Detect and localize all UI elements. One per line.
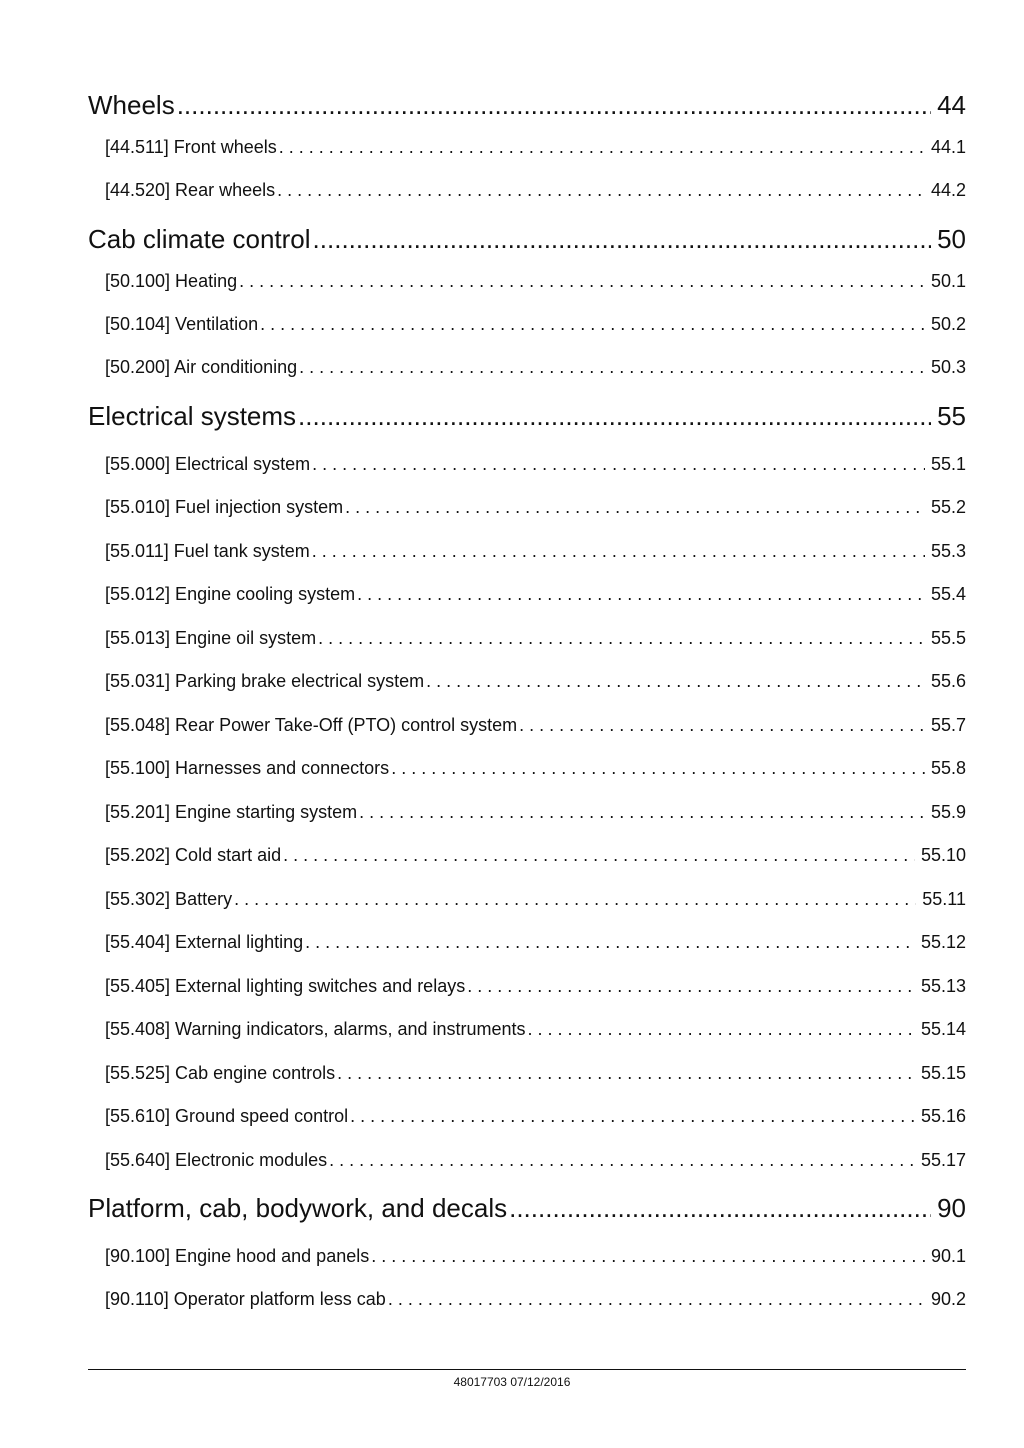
- dot-leader: [426, 671, 925, 692]
- dot-leader: [305, 932, 915, 953]
- toc-entry-title: [55.610] Ground speed control: [105, 1106, 349, 1126]
- dot-leader: [312, 454, 925, 475]
- toc-entry-title: [55.525] Cab engine controls: [105, 1063, 336, 1083]
- toc-entry-title: [90.110] Operator platform less cab: [105, 1289, 386, 1309]
- toc-entry[interactable]: [88, 137, 966, 158]
- toc-entry[interactable]: [88, 932, 966, 953]
- toc-entry[interactable]: [88, 802, 966, 823]
- toc-entry[interactable]: [88, 1063, 966, 1084]
- dot-leader: [519, 715, 925, 736]
- toc-page-number: 44.2: [930, 180, 966, 200]
- dot-leader: [329, 1150, 915, 1171]
- dot-leader: [359, 802, 925, 823]
- dot-leader: [239, 271, 925, 292]
- toc-page-number: 55.12: [920, 932, 966, 952]
- toc-entry-title: [55.640] Electronic modules: [105, 1150, 328, 1170]
- toc-page-number: 90.1: [930, 1246, 966, 1266]
- toc-page-number: 44: [937, 90, 966, 120]
- dot-leader: [277, 180, 925, 201]
- toc-entry-title: [55.010] Fuel injection system: [105, 497, 344, 517]
- toc-entry[interactable]: [88, 541, 966, 562]
- toc-entry[interactable]: [88, 454, 966, 475]
- toc-entry-title: [55.048] Rear Power Take-Off (PTO) control system: [105, 715, 518, 735]
- toc-entry-title: [55.013] Engine oil system: [105, 628, 317, 648]
- toc-entry-title: [55.012] Engine cooling system: [105, 584, 356, 604]
- toc-page-number: 90: [937, 1193, 966, 1223]
- toc-page-number: 55.15: [920, 1063, 966, 1083]
- toc-entry[interactable]: [88, 497, 966, 518]
- toc-entry[interactable]: [88, 180, 966, 201]
- toc-page-number: 55.10: [920, 845, 966, 865]
- dot-leader: [391, 758, 925, 779]
- dot-leader: [234, 889, 916, 910]
- dot-leader: [467, 976, 915, 997]
- dot-leader: [509, 1193, 931, 1224]
- dot-leader: [388, 1289, 925, 1310]
- toc-section[interactable]: [88, 224, 966, 255]
- toc-entry-title: [90.100] Engine hood and panels: [105, 1246, 370, 1266]
- toc-section-title: Cab climate control: [88, 224, 311, 254]
- toc-entry[interactable]: [88, 1106, 966, 1127]
- toc-entry[interactable]: [88, 314, 966, 335]
- dot-leader: [345, 497, 925, 518]
- toc-page-number: 55.16: [920, 1106, 966, 1126]
- toc-page-number: 55.11: [922, 889, 966, 909]
- toc-entry[interactable]: [88, 889, 966, 910]
- toc-section-title: Platform, cab, bodywork, and decals: [88, 1193, 508, 1223]
- toc-page-number: 50.2: [930, 314, 966, 334]
- toc-page-number: 55.2: [930, 497, 966, 517]
- toc-page-number: 55.13: [920, 976, 966, 996]
- toc-section[interactable]: [88, 401, 966, 432]
- toc-entry[interactable]: [88, 271, 966, 292]
- toc-entry-title: [55.011] Fuel tank system: [105, 541, 310, 561]
- toc-page-number: 55.8: [930, 758, 966, 778]
- toc-page-number: 90.2: [930, 1289, 966, 1309]
- toc-entry[interactable]: [88, 1150, 966, 1171]
- toc-entry[interactable]: [88, 1019, 966, 1040]
- dot-leader: [318, 628, 925, 649]
- toc-entry-title: [55.202] Cold start aid: [105, 845, 282, 865]
- toc-entry-title: [55.404] External lighting: [105, 932, 304, 952]
- toc-entry[interactable]: [88, 1289, 966, 1310]
- toc-entry[interactable]: [88, 1246, 966, 1267]
- dot-leader: [298, 401, 931, 432]
- footer-divider: [88, 1369, 966, 1370]
- toc-page-number: 55.5: [930, 628, 966, 648]
- toc-entry-title: [55.000] Electrical system: [105, 454, 311, 474]
- toc-entry-title: [55.408] Warning indicators, alarms, and instruments: [105, 1019, 526, 1039]
- toc-entry-title: [55.031] Parking brake electrical system: [105, 671, 425, 691]
- toc-entry-title: [50.100] Heating: [105, 271, 238, 291]
- footer-document-id: 48017703 07/12/2016: [453, 1375, 571, 1389]
- toc-page-number: 55.1: [930, 454, 966, 474]
- toc-entry[interactable]: [88, 357, 966, 378]
- toc-entry-title: [50.200] Air conditioning: [105, 357, 298, 377]
- dot-leader: [357, 584, 925, 605]
- toc-entry[interactable]: [88, 715, 966, 736]
- dot-leader: [279, 137, 925, 158]
- dot-leader: [283, 845, 915, 866]
- toc-entry[interactable]: [88, 845, 966, 866]
- dot-leader: [528, 1019, 915, 1040]
- dot-leader: [371, 1246, 925, 1267]
- dot-leader: [312, 541, 925, 562]
- toc-page-number: 55.14: [920, 1019, 966, 1039]
- toc-entry[interactable]: [88, 584, 966, 605]
- toc-page-number: 55.7: [930, 715, 966, 735]
- toc-page-number: 44.1: [930, 137, 966, 157]
- dot-leader: [350, 1106, 915, 1127]
- toc-section-title: Wheels: [88, 90, 175, 120]
- toc-entry-title: [44.520] Rear wheels: [105, 180, 276, 200]
- dot-leader: [337, 1063, 915, 1084]
- toc-entry-title: [44.511] Front wheels: [105, 137, 277, 157]
- dot-leader: [299, 357, 925, 378]
- toc-entry-title: [55.405] External lighting switches and relays: [105, 976, 466, 996]
- toc-page-number: 55.3: [930, 541, 966, 561]
- toc-page-number: 50.3: [930, 357, 966, 377]
- toc-entry[interactable]: [88, 671, 966, 692]
- toc-page-number: 55.6: [930, 671, 966, 691]
- toc-section[interactable]: [88, 1193, 966, 1224]
- toc-entry-title: [55.100] Harnesses and connectors: [105, 758, 390, 778]
- toc-section-title: Electrical systems: [88, 401, 297, 431]
- toc-page-number: 55.17: [920, 1150, 966, 1170]
- toc-entry-title: [50.104] Ventilation: [105, 314, 259, 334]
- toc-entry[interactable]: [88, 976, 966, 997]
- toc-page-number: 55.9: [930, 802, 966, 822]
- dot-leader: [260, 314, 925, 335]
- toc-section[interactable]: [88, 90, 966, 121]
- toc-entry[interactable]: [88, 758, 966, 779]
- toc-page-number: 50: [937, 224, 966, 254]
- dot-leader: [177, 90, 931, 121]
- toc-entry-title: [55.302] Battery: [105, 889, 233, 909]
- toc-page-number: 50.1: [930, 271, 966, 291]
- toc-page-number: 55.4: [930, 584, 966, 604]
- toc-page-number: 55: [937, 401, 966, 431]
- toc-entry-title: [55.201] Engine starting system: [105, 802, 358, 822]
- dot-leader: [313, 224, 932, 255]
- toc-entry[interactable]: [88, 628, 966, 649]
